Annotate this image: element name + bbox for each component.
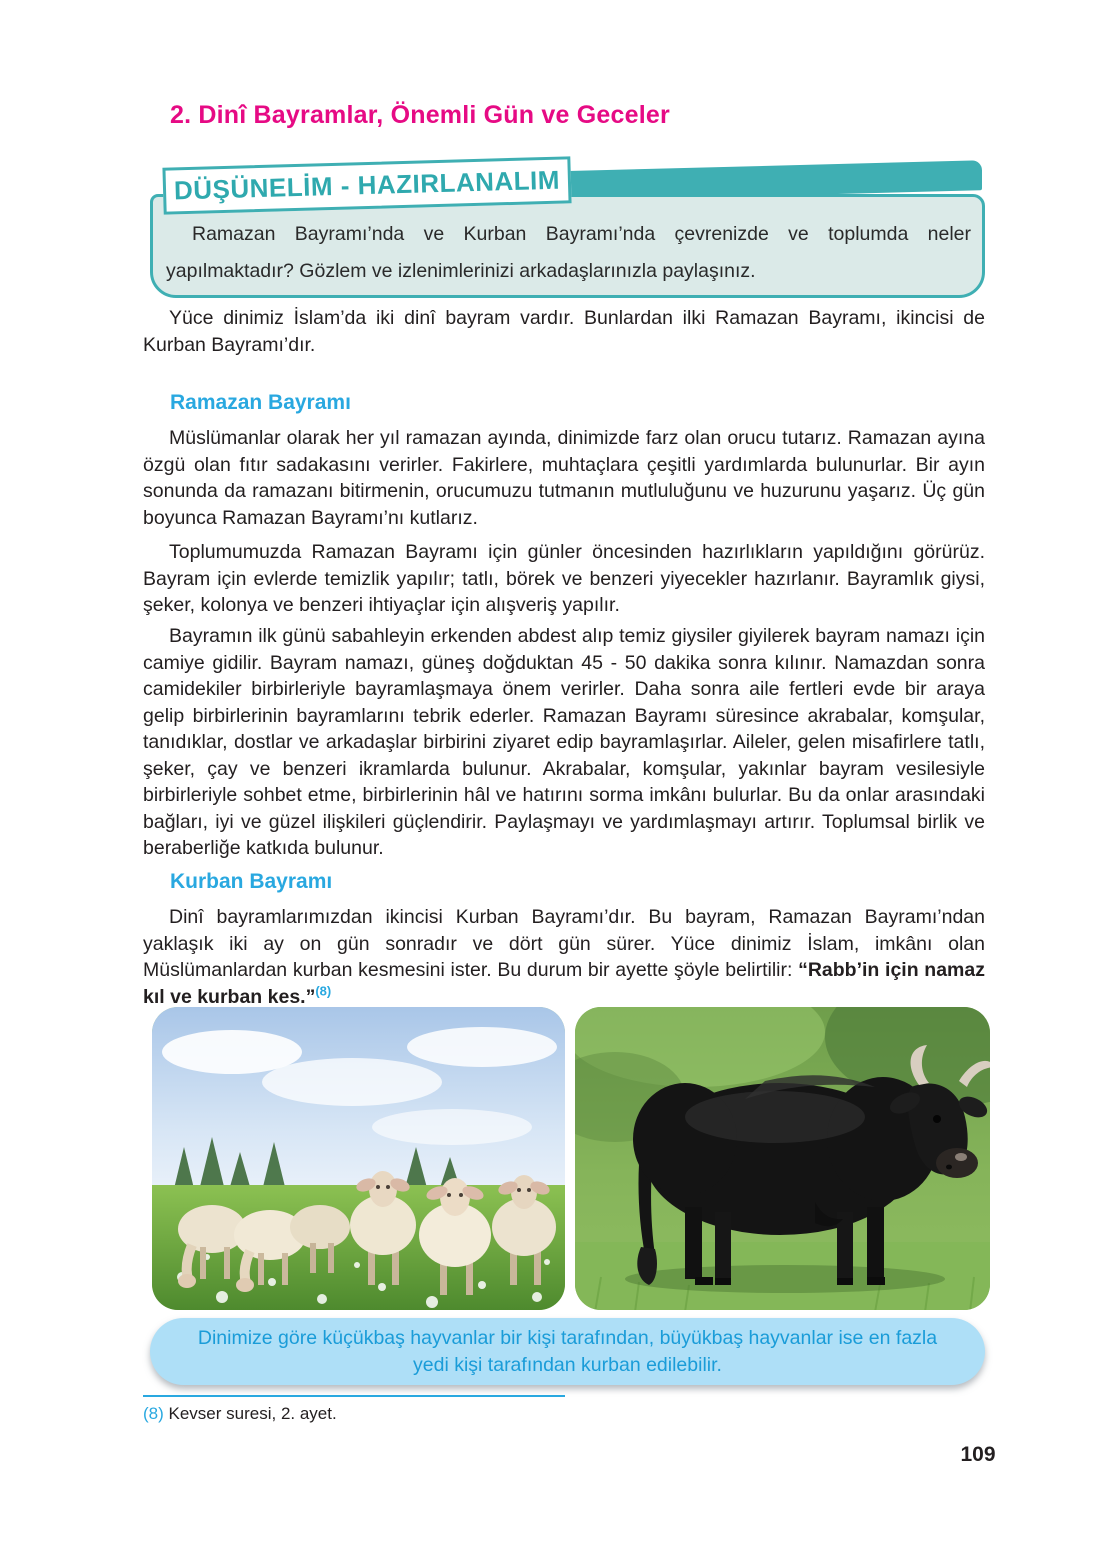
page-title: 2. Dinî Bayramlar, Önemli Gün ve Geceler <box>170 101 670 129</box>
footnote-divider <box>143 1395 565 1397</box>
think-box-title: DÜŞÜNELİM - HAZIRLANALIM <box>162 156 571 214</box>
footnote-marker: (8) <box>143 1404 164 1423</box>
ramazan-paragraph-1: Müslümanlar olarak her yıl ramazan ayında, dinimizde farz olan orucu tutarız. Ramazan ayına özgü olan fıtır sadakasını verirler. Fakirlere, muhtaçlara çeşitli yardımlarda bulunurlar. Bir ayın sonunda da ramazanı bitirmenin, orucumuzu tutmanın mutluluğunu ve huzurunu yaşarız. Üç gün boyunca Ramazan Bayramı’nı kutlarız. <box>143 427 985 529</box>
caption-box <box>150 1318 985 1385</box>
ayet-quote: “Rabb’in için namaz kıl ve kurban kes.” <box>143 959 985 1008</box>
page-number: 109 <box>960 1443 996 1466</box>
kurban-paragraph-text: Dinî bayramlarımızdan ikincisi Kurban Bayramı’dır. Bu bayram, Ramazan Bayramı’ndan yaklaşık iki ay on gün sonradır ve dört gün sürer. Yüce dinimiz İslam, imkânı olan Müslümanlardan kurban kesmesini ister. Bu durum bir ayette şöyle belirtilir: <box>143 906 985 981</box>
footnote-text: Kevser suresi, 2. ayet. <box>168 1404 337 1423</box>
kurban-paragraph-1 <box>143 904 985 1010</box>
footnote-reference-superscript: (8) <box>315 983 332 998</box>
bull-photo <box>575 1007 990 1310</box>
think-box-text: Ramazan Bayramı’nda ve Kurban Bayramı’nda çevrenizde ve toplumda neler yapılmaktadır? Gözlem ve izlenimlerinizi arkadaşlarınızla paylaşınız. <box>166 223 971 282</box>
intro-paragraph: Yüce dinimiz İslam’da iki dinî bayram vardır. Bunlardan ilki Ramazan Bayramı, ikincisi de Kurban Bayramı’dır. <box>143 307 985 356</box>
section-heading-ramazan-bayrami: Ramazan Bayramı <box>170 391 351 414</box>
sheep-flock-photo <box>152 1007 565 1310</box>
footnote <box>143 1404 337 1424</box>
section-heading-kurban-bayrami: Kurban Bayramı <box>170 870 333 893</box>
think-prepare-box <box>150 162 985 298</box>
ramazan-paragraph-2: Toplumumuzda Ramazan Bayramı için günler öncesinden hazırlıkların yapıldığını görürüz. Bayram için evlerde temizlik yapılır; tatlı, börek ve benzeri yiyecekler hazırlanır. Bayramlık giysi, şeker, kolonya ve benzeri ihtiyaçlar için alışveriş yapılır. <box>143 541 985 616</box>
caption-text: Dinimize göre küçükbaş hayvanlar bir kişi tarafından, büyükbaş hayvanlar ise en fazla yedi kişi tarafından kurban edilebilir. <box>197 1326 938 1376</box>
ramazan-paragraph-3: Bayramın ilk günü sabahleyin erkenden abdest alıp temiz giysiler giyilerek bayram namazı için camiye gidilir. Bayram namazı, güneş doğduktan 45 - 50 dakika sonra kılınır. Namazdan sonra camidekiler birbirleriyle bayramlaşmaya önem verirler. Daha sonra aile fertleri evde bir araya gelip birbirlerinin bayramlarını tebrik ederler. Ramazan Bayramı süresince akrabalar, komşular, tanıdıklar, dostlar ve arkadaşlar birbirini ziyaret edip bayramlaşırlar. Aileler, gelen misafirlere tatlı, şeker, çay ve benzeri ikramlarda bulunur. Akrabalar, komşular, yakınlar bayram vesilesiyle birbirleriyle sohbet etme, birbirlerinin hâl ve hatırını sorma imkânı bulurlar. Bu da onlar arasındaki bağları, iyi ve güzel ilişkileri güçlendirir. Paylaşmayı ve yardımlaşmayı artırır. Toplumsal birlik ve beraberliğe katkıda bulunur. <box>143 625 985 859</box>
